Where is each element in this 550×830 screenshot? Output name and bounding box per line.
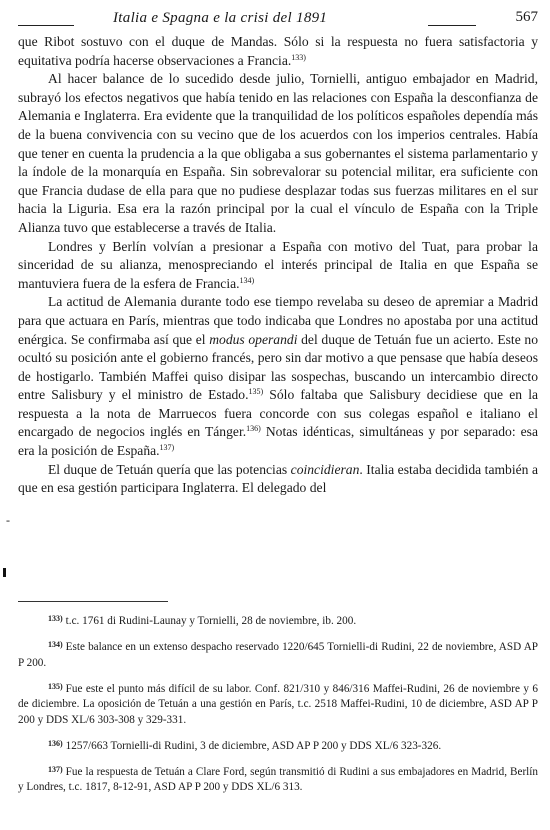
paragraph [18,293,538,460]
footnotes [18,611,538,803]
footnote-ref: 135) [248,387,264,397]
footnote-text: Fue la respuesta de Tetuán a Clare Ford, según transmitió di Rudini a sus embajadores en Madrid, Berlín y Londres, t.c. 1817, 8-12-91, ASD AP P 200 y DDS XL/6 313. [18,765,538,793]
footnote [18,762,538,796]
main-text [18,33,538,498]
footnote-number: 136) [48,738,63,748]
text-run: El duque de Tetuán quería que las potencias [48,461,291,477]
text-run: . Italia estaba decidida también a que en esa gestión participara Inglaterra. El delegado del [18,461,538,496]
footnote-ref: 136) [246,424,261,434]
italic-text: coincidieran [290,461,360,477]
footnote [18,611,538,630]
paragraph [18,238,538,294]
paragraph [18,461,538,498]
footnote-number: 137) [48,764,63,774]
footnote-number: 135) [48,681,63,691]
footnote-ref: 137) [159,443,175,453]
footnote [18,736,538,755]
text-run: del duque de Tetuán fue un acierto. Este no ocultó su posición ante el gobierno francés, pero sin dar motivo a que pensase que había deseos de hostigarlo. También Maffei quiso disipar las sospechas, buscando un intercambio directo entre Salisbury y el ministro de Estado. [18,331,538,403]
footnote-number: 133) [48,614,63,623]
italic-text: modus operandi [209,331,298,347]
header-rule-left [18,25,74,26]
footnote-text: t.c. 1761 di Rudini-Launay y Tornielli, 28 de noviembre, ib. 200. [65,615,357,627]
footnote [18,637,538,671]
text-run: Londres y Berlín volvían a presionar a España con motivo del Tuat, para probar la sinceridad de su alianza, menospreciando el interés principal de Italia en que España se mantuviera fuera de la esfera de Francia. [18,238,538,291]
footnote-text: Fue este el punto más difícil de su labor. Conf. 821/310 y 846/316 Maffei-Rudini, 26 de noviembre y 6 de diciembre. La oposición de Tetuán a una gestión en París, t.c. 2518 Maffei-Rudini, 10 de diciembre, ASD AP P 200 y DDS XL/6 303-308 y 329-331. [18,682,538,726]
footnote-text: 1257/663 Tornielli-di Rudini, 3 de diciembre, ASD AP P 200 y DDS XL/6 323-326. [65,739,442,752]
footnote-ref: 134) [239,275,255,285]
text-run: que Ribot sostuvo con el duque de Mandas. Sólo si la respuesta no fuera satisfactoria y equitativa podría hacerse observaciones a Francia. [18,34,538,68]
text-run: Sólo faltaba que Salisbury decidiese que en la respuesta a la nota de Marruecos fuera concorde con sus colegas español e italiano el encargado de negocios inglés en Tánger. [18,387,539,440]
text-run: La actitud de Alemania durante todo ese tiempo revelaba su deseo de apremiar a Madrid para que actuara en París, mientras que todo indicaba que Londres no apostaba por una actitud enérgica. Se confirmaba así que el [18,294,538,347]
text-run: Al hacer balance de lo sucedido desde julio, Tornielli, antiguo embajador en Madrid, subrayó los efectos negativos que había tenido en las relaciones con España la desconfianza de Alemania e Inglaterra. Era evidente que la tranquilidad de los políticos españoles dependía más de la buena convivencia con su vecino que de los acuerdos con los imperios centrales. Había que tener en cuenta la prudencia a la que obligaba a sus gobernantes el sistema parlamentario y la índole de la monarquía en España. Sin sobrevalorar su potencial militar, era suficiente con que Francia dudase de ella para que no pudiese desplazar todas sus fuerzas militares en el sur hacia la Liguria. Esa era la razón principal por la cual el vínculo de España con la Triple Alianza tuvo que establecerse a través de Italia. [18,71,538,235]
header-rule-right [428,25,476,26]
paragraph [18,33,538,70]
text-run: Notas idénticas, simultáneas y por separado: esa era la posición de España. [18,424,538,459]
footnote [18,679,538,729]
margin-dash-mark: - [6,513,10,527]
footnote-separator [18,601,168,602]
running-header [18,8,538,30]
running-title: Italia e Spagna e la crisi del 1891 [113,10,328,26]
footnote-text: Este balance en un extenso despacho reservado 1220/645 Tornielli-di Rudini, 22 de noviembre, ASD AP P 200. [18,641,538,669]
footnote-ref: 133) [291,52,306,62]
paragraph [18,70,538,237]
footnote-number: 134) [48,640,63,649]
margin-bar-mark [3,568,6,577]
page-number: 567 [515,9,538,25]
